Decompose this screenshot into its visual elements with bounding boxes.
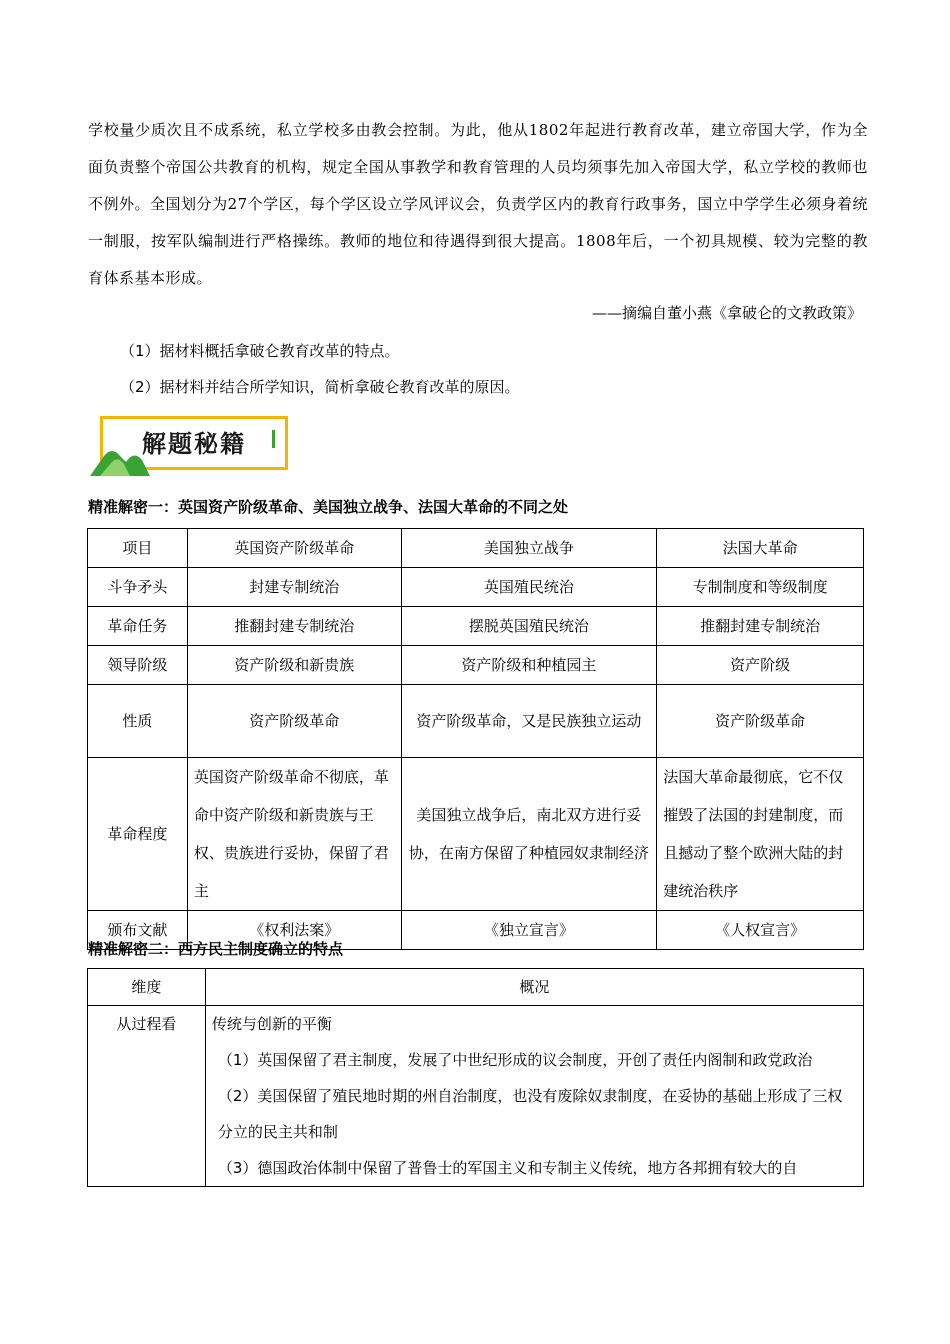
section-2-heading: 精准解密二：西方民主制度确立的特点 bbox=[88, 940, 344, 958]
table-cell: 资产阶级革命 bbox=[187, 685, 401, 758]
table-cell: 法国大革命最彻底，它不仅摧毁了法国的封建制度，而且撼动了整个欧洲大陆的封建统治秩序 bbox=[657, 758, 864, 911]
table-header-cell: 法国大革命 bbox=[657, 529, 864, 568]
table-cell: 革命程度 bbox=[88, 758, 188, 911]
table-cell: 资产阶级 bbox=[657, 646, 864, 685]
material-passage bbox=[88, 112, 868, 297]
table-cell: 资产阶级革命，又是民族独立运动 bbox=[401, 685, 657, 758]
table-cell: 资产阶级和新贵族 bbox=[187, 646, 401, 685]
table-row bbox=[88, 758, 864, 911]
table-cell: 英国殖民统治 bbox=[401, 568, 657, 607]
table-cell: 封建专制统治 bbox=[187, 568, 401, 607]
table-row bbox=[88, 646, 864, 685]
overview-cell bbox=[205, 1006, 863, 1187]
table-cell: 推翻封建专制统治 bbox=[187, 607, 401, 646]
table-row bbox=[88, 568, 864, 607]
table-cell: 资产阶级和种植园主 bbox=[401, 646, 657, 685]
table-cell: 性质 bbox=[88, 685, 188, 758]
table-header-cell: 维度 bbox=[88, 969, 206, 1006]
table-cell: 领导阶级 bbox=[88, 646, 188, 685]
table-cell: 斗争矛头 bbox=[88, 568, 188, 607]
democracy-features-table bbox=[87, 968, 864, 1187]
table-header-row bbox=[88, 529, 864, 568]
table-cell: 《人权宣言》 bbox=[657, 911, 864, 950]
question-1: （1）据材料概括拿破仑教育改革的特点。 bbox=[120, 342, 400, 360]
table-cell: 专制制度和等级制度 bbox=[657, 568, 864, 607]
table-header-cell: 英国资产阶级革命 bbox=[187, 529, 401, 568]
solution-tips-badge bbox=[90, 412, 296, 476]
overview-line: 传统与创新的平衡 bbox=[211, 1015, 332, 1033]
table-cell: 《权利法案》 bbox=[187, 911, 401, 950]
table-cell: 资产阶级革命 bbox=[657, 685, 864, 758]
table-cell: 颁布文献 bbox=[88, 911, 188, 950]
question-2: （2）据材料并结合所学知识，简析拿破仑教育改革的原因。 bbox=[120, 378, 520, 396]
section-1-heading: 精准解密一：英国资产阶级革命、美国独立战争、法国大革命的不同之处 bbox=[88, 498, 569, 516]
table-row bbox=[88, 607, 864, 646]
table-header-cell: 概况 bbox=[205, 969, 863, 1006]
table-cell: 美国独立战争后，南北双方进行妥协，在南方保留了种植园奴隶制经济 bbox=[401, 758, 657, 911]
badge-title: 解题秘籍 bbox=[142, 430, 246, 458]
overview-line: （3）德国政治体制中保留了普鲁士的军国主义和专制主义传统，地方各邦拥有较大的自 bbox=[217, 1159, 798, 1177]
table-cell: 推翻封建专制统治 bbox=[657, 607, 864, 646]
table-row bbox=[88, 685, 864, 758]
table-header-cell: 美国独立战争 bbox=[401, 529, 657, 568]
material-source: ——摘编自董小燕《拿破仑的文教政策》 bbox=[591, 304, 862, 322]
dimension-cell: 从过程看 bbox=[88, 1006, 206, 1187]
overview-line: （2）美国保留了殖民地时期的州自治制度，也没有废除奴隶制度，在妥协的基础上形成了三权分立的民主共和制 bbox=[217, 1087, 843, 1141]
table-header-cell: 项目 bbox=[88, 529, 188, 568]
table-cell: 摆脱英国殖民统治 bbox=[401, 607, 657, 646]
overview-line: （1）英国保留了君主制度，发展了中世纪形成的议会制度，开创了责任内阁制和政党政治 bbox=[217, 1051, 813, 1069]
table-header-row bbox=[88, 969, 864, 1006]
table-cell: 《独立宣言》 bbox=[401, 911, 657, 950]
revolution-comparison-table bbox=[87, 528, 864, 950]
table-cell: 英国资产阶级革命不彻底，革命中资产阶级和新贵族与王权、贵族进行妥协，保留了君主 bbox=[187, 758, 401, 911]
material-text: 学校量少质次且不成系统，私立学校多由教会控制。为此，他从1802年起进行教育改革，建立帝国大学，作为全面负责整个帝国公共教育的机构，规定全国从事教学和教育管理的人员均须事先加入帝国大学，私立学校的教师也不例外。全国划分为27个学区，每个学区设立学风评议会，负责学区内的教育行政事务，国立中学学生必须身着统一制服，按军队编制进行严格操练。教师的地位和待遇得到很大提高。1808年后，一个初具规模、较为完整的教育体系基本形成。 bbox=[88, 121, 868, 287]
table-row bbox=[88, 1006, 864, 1187]
table-cell: 革命任务 bbox=[88, 607, 188, 646]
